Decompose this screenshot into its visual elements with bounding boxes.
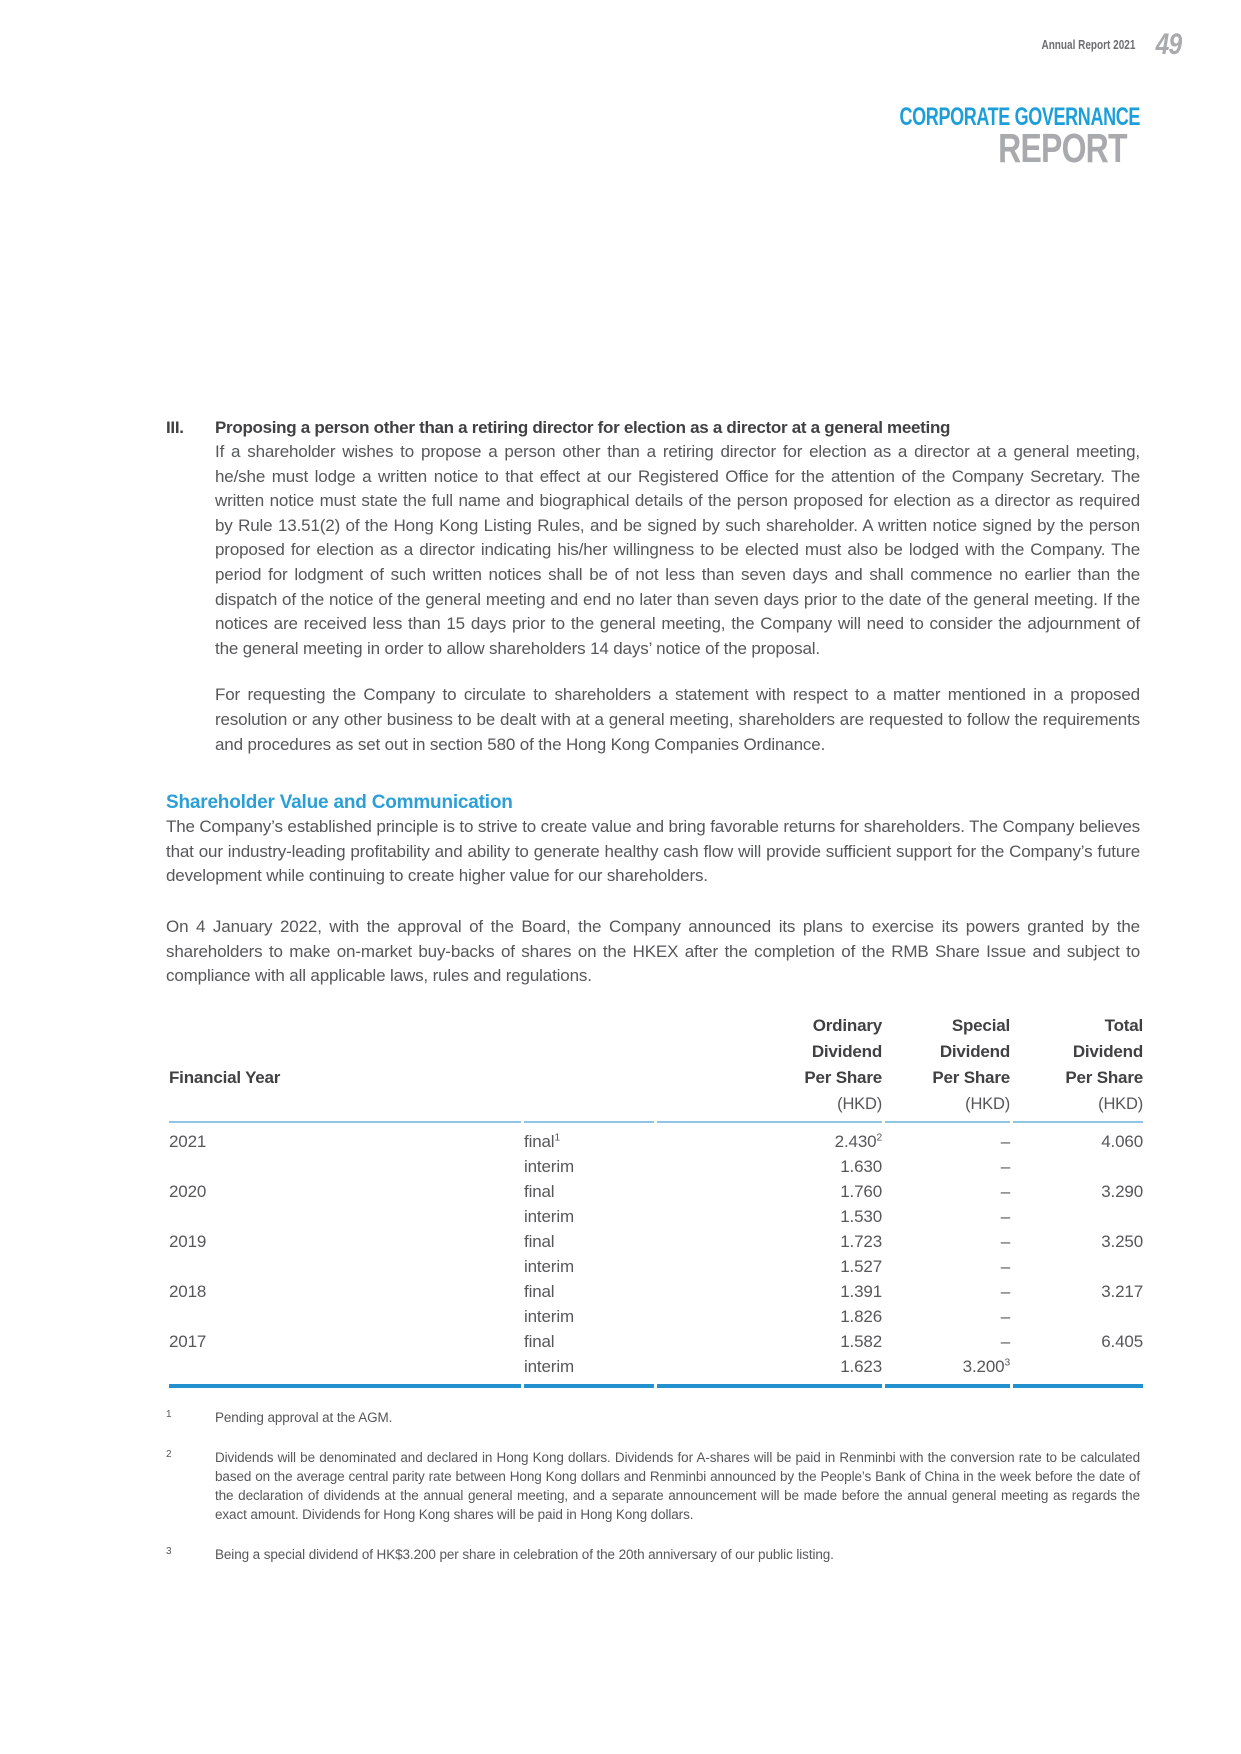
year-cell xyxy=(169,1254,521,1279)
ordinary-dividend-cell: 1.760 xyxy=(840,1181,882,1201)
special-dividend-cell: – xyxy=(1000,1331,1010,1351)
ordinary-dividend-cell: 1.391 xyxy=(840,1281,882,1301)
dividend-table-body xyxy=(169,1123,1143,1388)
footnote-marker: 1 xyxy=(166,1408,172,1420)
year-cell xyxy=(169,1204,521,1229)
ordinary-dividend-cell: 1.527 xyxy=(840,1256,882,1276)
ordinary-dividend-cell: 1.826 xyxy=(840,1306,882,1326)
section-iii-heading-row xyxy=(166,415,1140,440)
type-cell: interim xyxy=(524,1354,654,1388)
section-iii-heading: Proposing a person other than a retiring director for election as a director at a general meeting xyxy=(215,418,951,437)
special-dividend-cell: – xyxy=(1000,1231,1010,1251)
document-title-line1: CORPORATE GOVERNANCE xyxy=(899,103,1140,131)
type-cell: final xyxy=(524,1281,555,1301)
section-iii-paragraph-1: If a shareholder wishes to propose a person other than a retiring director for election as a director at a general meeting, he/she must lodge a written notice to that effect at our Registered Office for the attention of the Company Secretary. The written notice must state the full name and biographical details of the person proposed for election as a director as required by Rule 13.51(2) of the Hong Kong Listing Rules, and be signed by such shareholder. A written notice signed by the person proposed for election as a director indicating his/her willingness to be elected must also be lodged with the Company. The period for lodgment of such written notices shall be of not less than seven days and shall commence no earlier than the dispatch of the notice of the general meeting and end no later than seven days prior to the date of the general meeting. If the notices are received less than 15 days prior to the general meeting, the Company will need to consider the adjournment of the general meeting in order to allow shareholders 14 days’ notice of the proposal. xyxy=(215,442,1140,658)
total-dividend-header: Total Dividend Per Share (HKD) xyxy=(1013,1013,1143,1123)
special-dividend-cell: – xyxy=(1000,1306,1010,1326)
shareholder-value-heading: Shareholder Value and Communication xyxy=(166,792,513,814)
shareholder-value-paragraph-1: The Company’s established principle is to strive to create value and bring favorable returns for shareholders. The Company believes that our industry-leading profitability and ability to generate healthy cash flow will provide sufficient support for the Company’s future development while continuing to create higher value for our shareholders. xyxy=(166,817,1140,886)
footnote-marker: 2 xyxy=(166,1448,172,1460)
footnote-1 xyxy=(166,1408,1140,1427)
total-dividend-cell: 6.405 xyxy=(1101,1331,1143,1351)
type-cell: interim xyxy=(524,1156,574,1176)
year-cell xyxy=(169,1154,521,1179)
financial-year-header xyxy=(169,1013,521,1123)
year-cell: 2020 xyxy=(169,1181,207,1201)
dividend-row xyxy=(169,1123,1143,1154)
total-dividend-cell xyxy=(1013,1254,1143,1279)
special-dividend-cell: – xyxy=(1000,1181,1010,1201)
dividend-row xyxy=(169,1329,1143,1354)
footnote-text: Dividends will be denominated and declared in Hong Kong dollars. Dividends for A-shares will be paid in Renminbi with the conversion rate to be calculated based on the average central parity rate between Hong Kong dollars and Renminbi announced by the People’s Bank of China in the week before the date of the declaration of dividends at the annual general meeting, and a separate announcement will be made before the annual general meeting as regards the exact amount. Dividends for Hong Kong shares will be paid in Hong Kong dollars. xyxy=(215,1449,1140,1522)
footnotes xyxy=(166,1408,1140,1564)
page-content xyxy=(166,415,1143,1564)
header-spacer xyxy=(169,1091,521,1117)
shareholder-value-paragraph-2: On 4 January 2022, with the approval of the Board, the Company announced its plans to exercise its powers granted by the shareholders to make on-market buy-backs of shares on the HKEX after the completion of the RMB Share Issue and subject to compliance with all applicable laws, rules and regulations. xyxy=(166,916,1140,986)
dividend-row xyxy=(169,1204,1143,1229)
type-cell: final xyxy=(524,1181,555,1201)
year-cell xyxy=(169,1354,521,1388)
ordinary-dividend-cell: 1.630 xyxy=(840,1156,882,1176)
dividend-table xyxy=(166,1013,1146,1388)
total-dividend-cell: 4.060 xyxy=(1101,1131,1143,1151)
dividend-row xyxy=(169,1304,1143,1329)
footnote-3 xyxy=(166,1545,1140,1564)
section-iii-paragraph-2: For requesting the Company to circulate to shareholders a statement with respect to a matter mentioned in a proposed resolution or any other business to be dealt with at a general meeting, shareholders are requested to follow the requirements and procedures as set out in section 580 of the Hong Kong Companies Ordinance. xyxy=(215,685,1140,754)
dividend-row xyxy=(169,1154,1143,1179)
year-cell: 2019 xyxy=(169,1231,207,1251)
total-dividend-cell xyxy=(1013,1304,1143,1329)
total-dividend-cell: 3.217 xyxy=(1101,1281,1143,1301)
footnote-text: Being a special dividend of HK$3.200 per share in celebration of the 20th anniversary of our public listing. xyxy=(215,1546,834,1562)
dividend-row xyxy=(169,1179,1143,1204)
type-cell: final xyxy=(524,1231,555,1251)
total-dividend-cell xyxy=(1013,1204,1143,1229)
annual-report-label: Annual Report 2021 xyxy=(1041,38,1136,52)
special-dividend-cell: – xyxy=(1000,1206,1010,1226)
footnote-text: Pending approval at the AGM. xyxy=(215,1409,393,1425)
ordinary-dividend-cell: 2.430$^2$ xyxy=(834,1131,882,1151)
special-dividend-cell: – xyxy=(1000,1281,1010,1301)
financial-year-header-label: Financial Year xyxy=(169,1067,281,1087)
total-dividend-cell xyxy=(1013,1354,1143,1388)
dividend-row xyxy=(169,1354,1143,1388)
ordinary-dividend-cell: 1.530 xyxy=(840,1206,882,1226)
special-dividend-cell: – xyxy=(1000,1256,1010,1276)
special-dividend-header: Special Dividend Per Share (HKD) xyxy=(885,1013,1010,1123)
type-cell: interim xyxy=(524,1206,574,1226)
document-title xyxy=(806,104,1140,169)
footnote-2 xyxy=(166,1448,1140,1524)
dividend-table-header-row xyxy=(169,1013,1143,1123)
document-title-line2: REPORT xyxy=(998,124,1127,171)
year-cell: 2018 xyxy=(169,1281,207,1301)
total-dividend-cell xyxy=(1013,1154,1143,1179)
page-number: 49 xyxy=(1155,28,1181,61)
type-cell: final xyxy=(524,1331,555,1351)
dividend-type-header xyxy=(524,1013,654,1123)
special-dividend-cell: 3.200$^3$ xyxy=(885,1354,1010,1388)
year-cell xyxy=(169,1304,521,1329)
total-dividend-cell: 3.290 xyxy=(1101,1181,1143,1201)
year-cell: 2021 xyxy=(169,1131,207,1151)
type-cell: interim xyxy=(524,1306,574,1326)
ordinary-dividend-cell: 1.723 xyxy=(840,1231,882,1251)
dividend-row xyxy=(169,1229,1143,1254)
ordinary-dividend-cell: 1.582 xyxy=(840,1331,882,1351)
page-header xyxy=(1018,30,1181,60)
ordinary-dividend-cell: 1.623 xyxy=(657,1354,882,1388)
dividend-row xyxy=(169,1254,1143,1279)
footnote-marker: 3 xyxy=(166,1545,172,1557)
section-iii-numeral: III. xyxy=(166,418,184,437)
special-dividend-cell: – xyxy=(1000,1156,1010,1176)
total-dividend-cell: 3.250 xyxy=(1101,1231,1143,1251)
type-cell: final$^1$ xyxy=(524,1131,560,1151)
type-cell: interim xyxy=(524,1256,574,1276)
dividend-row xyxy=(169,1279,1143,1304)
special-dividend-cell: – xyxy=(1000,1131,1010,1151)
ordinary-dividend-header: Ordinary Dividend Per Share (HKD) xyxy=(657,1013,882,1123)
year-cell: 2017 xyxy=(169,1331,207,1351)
